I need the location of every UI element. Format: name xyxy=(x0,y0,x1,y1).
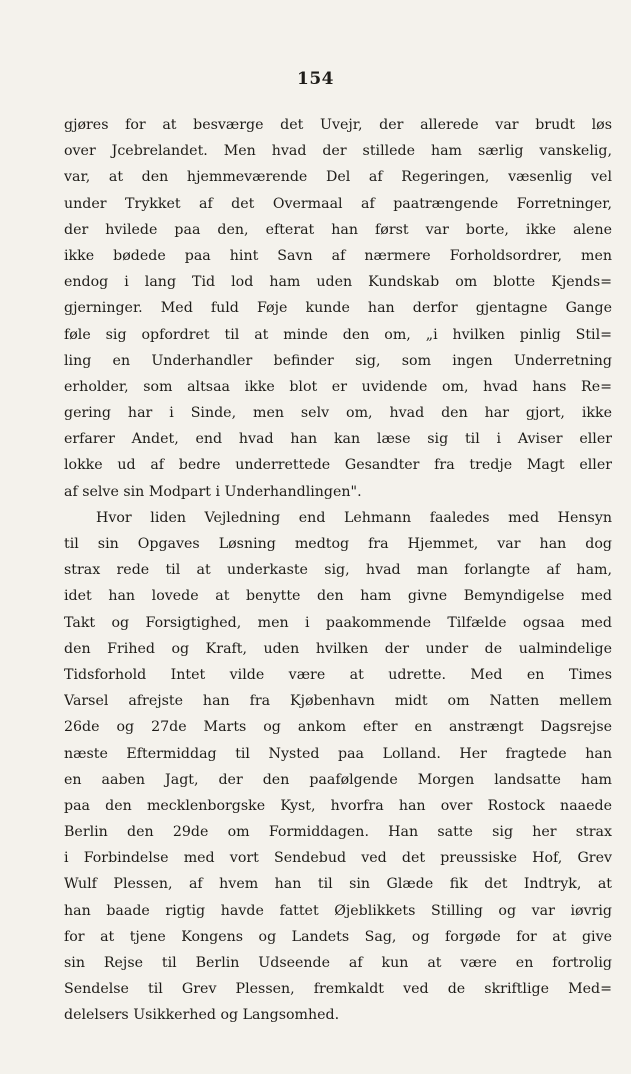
body-text xyxy=(64,112,612,1029)
page-number: 154 xyxy=(297,69,334,89)
paragraph-end-line: af selve sin Modpart i Underhandlingen". xyxy=(64,483,362,500)
text-line: Berlin den 29de om Formiddagen. Han satte sig her strax xyxy=(64,824,612,841)
text-line: der hvilede paa den, efterat han først var borte, ikke alene xyxy=(64,221,612,238)
paragraph-end-line: delelsers Usikkerhed og Langsomhed. xyxy=(64,1007,340,1024)
text-line: i Forbindelse med vort Sendebud ved det preussiske Hof, Grev xyxy=(64,850,612,867)
text-line: gjerninger. Med fuld Føje kunde han derfor gjentagne Gange xyxy=(64,300,612,317)
text-line: gjøres for at besværge det Uvejr, der allerede var brudt løs xyxy=(64,117,612,133)
text-line: til sin Opgaves Løsning medtog fra Hjemmet, var han dog xyxy=(64,536,612,552)
text-line: var, at den hjemmeværende Del af Regeringen, væsenlig vel xyxy=(64,169,612,186)
text-line: den Frihed og Kraft, uden hvilken der under de ualmindelige xyxy=(64,640,612,657)
text-line: over Jcebrelandet. Men hvad der stillede ham særlig vanskelig, xyxy=(64,143,612,160)
text-line: en aaben Jagt, der den paafølgende Morgen landsatte ham xyxy=(64,771,612,788)
text-line: Wulf Plessen, af hvem han til sin Glæde fik det Indtryk, at xyxy=(64,876,612,893)
text-line: ling en Underhandler befinder sig, som ingen Underretning xyxy=(64,352,612,369)
text-line: idet han lovede at benytte den ham givne Bemyndigelse med xyxy=(64,588,612,605)
paragraph-start-line: Hvor liden Vejledning end Lehmann faaledes med Hensyn xyxy=(96,509,612,526)
text-line: sin Rejse til Berlin Udseende af kun at være en fortrolig xyxy=(64,955,612,971)
text-line: Tidsforhold Intet vilde være at udrette. Med en Times xyxy=(64,666,612,683)
text-line: erfarer Andet, end hvad han kan læse sig til i Aviser eller xyxy=(64,431,612,448)
text-line: Varsel afrejste han fra Kjøbenhavn midt om Natten mellem xyxy=(64,693,612,710)
text-line: strax rede til at underkaste sig, hvad man forlangte af ham, xyxy=(64,562,612,579)
text-line: under Trykket af det Overmaal af paatrængende Forretninger, xyxy=(64,195,612,212)
text-line: for at tjene Kongens og Landets Sag, og forgøde for at give xyxy=(64,928,612,945)
text-line: gering har i Sinde, men selv om, hvad den har gjort, ikke xyxy=(64,405,612,422)
text-line: Takt og Forsigtighed, men i paakommende Tilfælde ogsaa med xyxy=(64,614,612,631)
text-line: endog i lang Tid lod ham uden Kundskab om blotte Kjends= xyxy=(64,274,612,291)
text-line: han baade rigtig havde fattet Øjeblikkets Stilling og var iøvrig xyxy=(64,902,612,919)
text-line: Sendelse til Grev Plessen, fremkaldt ved de skriftlige Med= xyxy=(64,981,612,998)
text-line: føle sig opfordret til at minde den om, „i hvilken pinlig Stil= xyxy=(64,326,612,343)
text-line: ikke bødede paa hint Savn af nærmere Forholdsordrer, men xyxy=(64,247,612,264)
text-line: lokke ud af bedre underrettede Gesandter fra tredje Magt eller xyxy=(64,457,612,474)
text-line: næste Eftermiddag til Nysted paa Lolland. Her fragtede han xyxy=(64,745,612,762)
text-line: paa den mecklenborgske Kyst, hvorfra han over Rostock naaede xyxy=(64,797,612,814)
text-line: erholder, som altsaa ikke blot er uvidende om, hvad hans Re= xyxy=(64,378,612,395)
text-line: 26de og 27de Marts og ankom efter en anstrængt Dagsrejse xyxy=(64,719,612,736)
